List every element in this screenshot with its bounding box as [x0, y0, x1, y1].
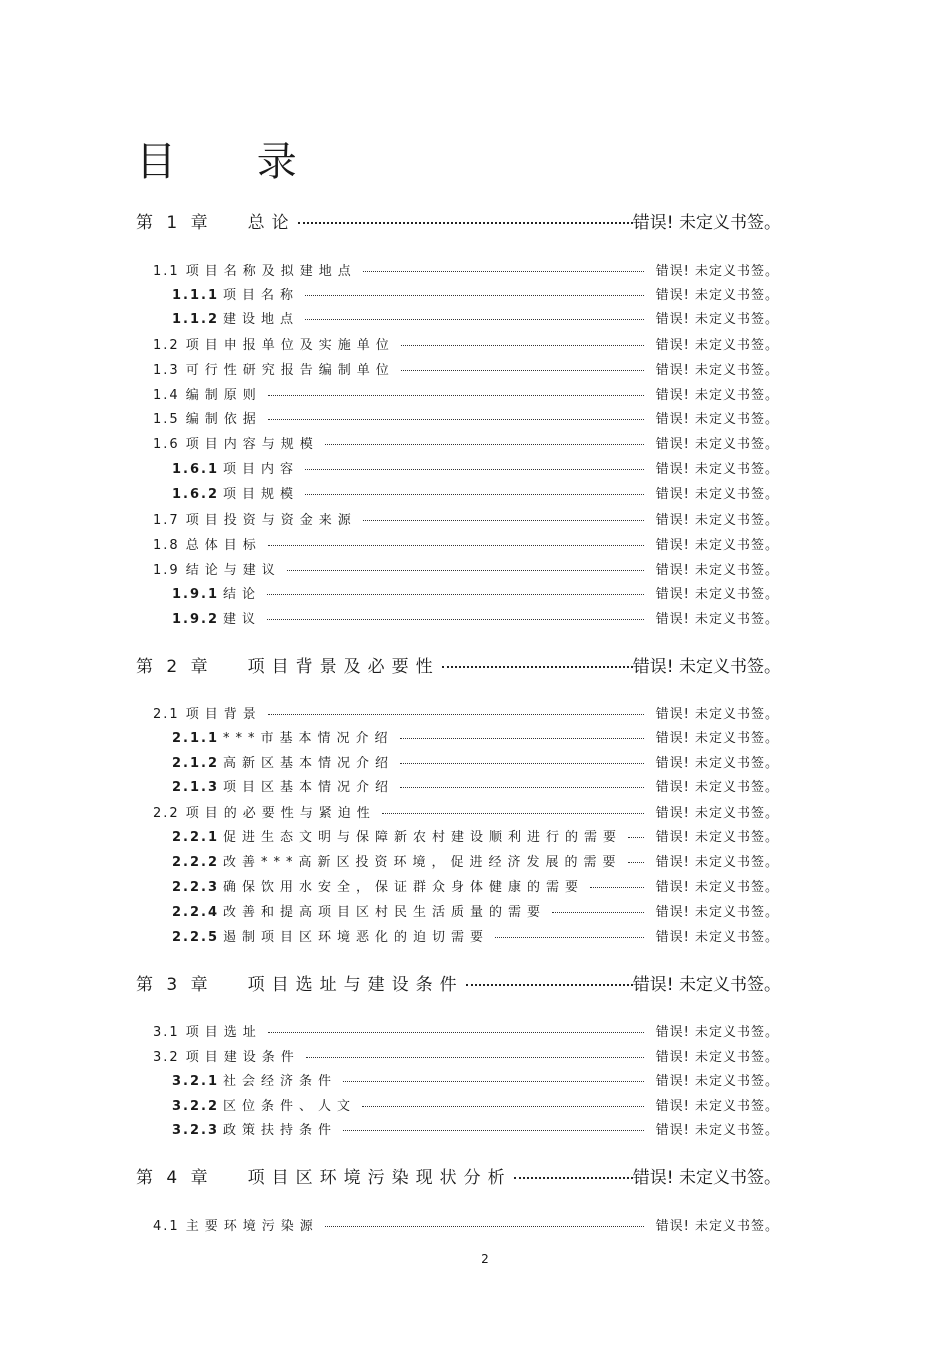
toc-entry-number: 3.2	[153, 1050, 180, 1065]
toc-entry-title: 建议	[223, 612, 262, 627]
toc-entry-title: 促进生态文明与保障新农村建设顺利进行的需要	[223, 830, 623, 845]
toc-entry-number: 1.9.1	[172, 587, 220, 602]
toc-entry[interactable]	[172, 608, 779, 627]
toc-entry-number: 1.5	[153, 412, 180, 427]
toc-dot-leader	[590, 887, 644, 888]
toc-dot-leader	[343, 1081, 644, 1082]
toc-dot-leader	[298, 222, 633, 224]
toc-entry-page-ref: 错误! 未定义书签。	[632, 657, 781, 677]
toc-entry-number: 2.1.2	[172, 756, 220, 771]
toc-dot-leader	[552, 912, 644, 913]
toc-entry-number: 第 4 章	[136, 1168, 212, 1188]
toc-entry[interactable]	[153, 802, 779, 821]
toc-dot-leader	[400, 787, 644, 788]
toc-entry-page-ref: 错误! 未定义书签。	[655, 487, 779, 502]
toc-entry[interactable]	[153, 703, 779, 722]
toc-dot-leader	[287, 570, 644, 571]
toc-entry-number: 3.2.2	[172, 1099, 220, 1114]
toc-entry-title: 结论与建议	[185, 563, 281, 578]
toc-entry-title: 可行性研究报告编制单位	[185, 363, 395, 378]
toc-entry-page-ref: 错误! 未定义书签。	[632, 1168, 781, 1188]
toc-entry-title: 政策扶持条件	[223, 1123, 338, 1138]
toc-entry[interactable]	[172, 901, 779, 920]
toc-dot-leader	[305, 319, 644, 320]
toc-dot-leader	[628, 837, 644, 838]
toc-entry-title: 项目投资与资金来源	[185, 513, 357, 528]
toc-entry-number: 2.1	[153, 707, 180, 722]
toc-entry[interactable]	[172, 926, 779, 945]
toc-dot-leader	[268, 1032, 644, 1033]
toc-entry-number: 2.2.4	[172, 905, 220, 920]
toc-entry-page-ref: 错误! 未定义书签。	[632, 975, 781, 995]
toc-entry-page-ref: 错误! 未定义书签。	[655, 563, 779, 578]
toc-entry-page-ref: 错误! 未定义书签。	[655, 264, 779, 279]
toc-entry-number: 1.1.2	[172, 312, 220, 327]
toc-dot-leader	[400, 738, 644, 739]
toc-entry-title: 高新区基本情况介绍	[223, 756, 395, 771]
toc-entry[interactable]	[172, 583, 779, 602]
toc-entry-title: 项目背景及必要性	[247, 657, 440, 677]
toc-entry[interactable]	[153, 559, 779, 578]
toc-entry[interactable]	[172, 1070, 779, 1089]
toc-entry-number: 4.1	[153, 1219, 180, 1234]
toc-dot-leader	[401, 345, 644, 346]
toc-dot-leader	[267, 619, 644, 620]
toc-dot-leader	[325, 1226, 644, 1227]
toc-entry[interactable]	[153, 509, 779, 528]
toc-entry-page-ref: 错误! 未定义书签。	[655, 587, 779, 602]
toc-entry-page-ref: 错误! 未定义书签。	[655, 1099, 779, 1114]
toc-entry-title: 项目内容	[223, 462, 300, 477]
toc-dot-leader	[267, 594, 644, 595]
toc-entry-title: 项目名称	[223, 288, 300, 303]
toc-entry-number: 2.2.5	[172, 930, 220, 945]
toc-entry-title: 项目区基本情况介绍	[223, 780, 395, 795]
toc-entry[interactable]	[153, 1046, 779, 1065]
toc-entry-page-ref: 错误! 未定义书签。	[655, 437, 779, 452]
toc-entry-number: 3.2.1	[172, 1074, 220, 1089]
toc-entry[interactable]	[172, 284, 779, 303]
toc-entry-title: 项目规模	[223, 487, 300, 502]
toc-entry-title: 社会经济条件	[223, 1074, 338, 1089]
toc-entry[interactable]	[172, 727, 779, 746]
toc-dot-leader	[362, 1106, 644, 1107]
toc-entry-page-ref: 错误! 未定义书签。	[655, 288, 779, 303]
toc-entry[interactable]	[172, 458, 779, 477]
toc-dot-leader	[305, 494, 644, 495]
toc-entry-number: 1.1.1	[172, 288, 220, 303]
toc-entry-number: 2.1.3	[172, 780, 220, 795]
toc-entry-page-ref: 错误! 未定义书签。	[655, 707, 779, 722]
toc-entry-page-ref: 错误! 未定义书签。	[655, 1219, 779, 1234]
toc-entry-page-ref: 错误! 未定义书签。	[655, 731, 779, 746]
toc-entry-number: 第 1 章	[136, 213, 212, 233]
toc-dot-leader	[363, 520, 644, 521]
toc-entry-page-ref: 错误! 未定义书签。	[655, 338, 779, 353]
toc-dot-leader	[325, 444, 644, 445]
toc-entry[interactable]	[153, 384, 779, 403]
toc-entry-number: 第 2 章	[136, 657, 212, 677]
toc-entry[interactable]	[153, 334, 779, 353]
toc-entry-title: 编制原则	[185, 388, 262, 403]
toc-entry-title: ***市基本情况介绍	[223, 731, 394, 746]
toc-entry-title: 项目背景	[185, 707, 262, 722]
toc-entry-title: 项目申报单位及实施单位	[185, 338, 395, 353]
toc-entry-page-ref: 错误! 未定义书签。	[655, 312, 779, 327]
toc-dot-leader	[400, 763, 644, 764]
toc-entry-number: 第 3 章	[136, 975, 212, 995]
toc-entry-title: 项目名称及拟建地点	[185, 264, 357, 279]
toc-entry[interactable]	[153, 1215, 779, 1234]
toc-entry-page-ref: 错误! 未定义书签。	[655, 388, 779, 403]
toc-entry-page-ref: 错误! 未定义书签。	[632, 213, 781, 233]
toc-dot-leader	[514, 1177, 633, 1179]
toc-entry-number: 2.2.3	[172, 880, 220, 895]
toc-entry-title: 编制依据	[185, 412, 262, 427]
page-title: 目 录	[136, 139, 331, 185]
toc-entry-number: 1.7	[153, 513, 180, 528]
toc-dot-leader	[268, 395, 644, 396]
toc-entry[interactable]	[153, 359, 779, 378]
toc-entry[interactable]	[153, 433, 779, 452]
toc-entry[interactable]	[172, 752, 779, 771]
toc-entry-title: 区位条件、人文	[223, 1099, 357, 1114]
toc-entry-number: 3.1	[153, 1025, 180, 1040]
toc-dot-leader	[268, 419, 644, 420]
toc-entry-page-ref: 错误! 未定义书签。	[655, 513, 779, 528]
toc-entry-page-ref: 错误! 未定义书签。	[655, 1050, 779, 1065]
toc-entry-page-ref: 错误! 未定义书签。	[655, 930, 779, 945]
toc-entry-title: 建设地点	[223, 312, 300, 327]
toc-entry-page-ref: 错误! 未定义书签。	[655, 612, 779, 627]
toc-entry-title: 主要环境污染源	[185, 1219, 319, 1234]
toc-entry[interactable]	[172, 308, 779, 327]
toc-entry-number: 1.6.2	[172, 487, 220, 502]
toc-entry[interactable]	[153, 260, 779, 279]
toc-dot-leader	[382, 813, 644, 814]
toc-entry-number: 1.6.1	[172, 462, 220, 477]
toc-entry-number: 1.4	[153, 388, 180, 403]
toc-entry[interactable]	[172, 776, 779, 795]
toc-entry-title: 项目内容与规模	[185, 437, 319, 452]
toc-entry-number: 1.9.2	[172, 612, 220, 627]
toc-entry-page-ref: 错误! 未定义书签。	[655, 806, 779, 821]
toc-entry-title: 项目选址	[185, 1025, 262, 1040]
toc-entry[interactable]	[172, 851, 779, 870]
toc-entry-number: 1.1	[153, 264, 180, 279]
toc-entry-number: 1.3	[153, 363, 180, 378]
toc-entry-title: 结论	[223, 587, 262, 602]
toc-entry-number: 2.2.2	[172, 855, 220, 870]
toc-entry-title: 项目建设条件	[185, 1050, 300, 1065]
toc-entry-page-ref: 错误! 未定义书签。	[655, 363, 779, 378]
toc-entry-page-ref: 错误! 未定义书签。	[655, 1074, 779, 1089]
toc-dot-leader	[401, 370, 644, 371]
toc-dot-leader	[495, 937, 644, 938]
toc-entry[interactable]	[153, 534, 779, 553]
toc-chapter-entry[interactable]	[136, 1163, 781, 1188]
toc-dot-leader	[305, 469, 644, 470]
toc-entry-title: 确保饮用水安全，保证群众身体健康的需要	[223, 880, 585, 895]
toc-entry-title: 遏制项目区环境恶化的迫切需要	[223, 930, 490, 945]
toc-entry[interactable]	[172, 876, 779, 895]
toc-entry[interactable]	[172, 1095, 779, 1114]
toc-chapter-entry[interactable]	[136, 208, 781, 233]
toc-dot-leader	[306, 1057, 644, 1058]
toc-dot-leader	[268, 714, 644, 715]
toc-entry-page-ref: 错误! 未定义书签。	[655, 780, 779, 795]
toc-dot-leader	[466, 984, 633, 986]
toc-entry-title: 项目的必要性与紧迫性	[185, 806, 376, 821]
toc-entry-number: 1.8	[153, 538, 180, 553]
toc-entry-page-ref: 错误! 未定义书签。	[655, 880, 779, 895]
toc-entry-page-ref: 错误! 未定义书签。	[655, 538, 779, 553]
toc-chapter-entry[interactable]	[136, 652, 781, 677]
toc-dot-leader	[305, 295, 644, 296]
toc-entry[interactable]	[172, 1119, 779, 1138]
toc-entry-title: 项目区环境污染现状分析	[247, 1168, 512, 1188]
toc-dot-leader	[442, 666, 633, 668]
toc-entry-title: 项目选址与建设条件	[247, 975, 464, 995]
toc-entry-title: 总体目标	[185, 538, 262, 553]
toc-entry-title: 总论	[247, 213, 296, 233]
toc-entry[interactable]	[172, 483, 779, 502]
toc-entry-page-ref: 错误! 未定义书签。	[655, 756, 779, 771]
toc-entry-page-ref: 错误! 未定义书签。	[655, 905, 779, 920]
toc-entry-number: 1.6	[153, 437, 180, 452]
toc-entry-number: 2.1.1	[172, 731, 220, 746]
toc-entry-page-ref: 错误! 未定义书签。	[655, 1025, 779, 1040]
toc-entry-number: 3.2.3	[172, 1123, 220, 1138]
toc-entry-page-ref: 错误! 未定义书签。	[655, 462, 779, 477]
toc-chapter-entry[interactable]	[136, 970, 781, 995]
page-number: 2	[481, 1252, 489, 1266]
toc-entry-page-ref: 错误! 未定义书签。	[655, 412, 779, 427]
toc-entry-number: 2.2.1	[172, 830, 220, 845]
toc-entry[interactable]	[153, 1021, 779, 1040]
toc-dot-leader	[343, 1130, 644, 1131]
toc-entry-number: 1.2	[153, 338, 180, 353]
toc-entry-page-ref: 错误! 未定义书签。	[655, 1123, 779, 1138]
toc-entry-title: 改善***高新区投资环境，促进经济发展的需要	[223, 855, 622, 870]
toc-dot-leader	[268, 545, 644, 546]
toc-entry-title: 改善和提高项目区村民生活质量的需要	[223, 905, 547, 920]
toc-entry-page-ref: 错误! 未定义书签。	[655, 830, 779, 845]
toc-dot-leader	[363, 271, 644, 272]
toc-entry[interactable]	[172, 826, 779, 845]
toc-entry-page-ref: 错误! 未定义书签。	[655, 855, 779, 870]
toc-entry-number: 1.9	[153, 563, 180, 578]
toc-entry[interactable]	[153, 408, 779, 427]
toc-entry-number: 2.2	[153, 806, 180, 821]
toc-dot-leader	[628, 862, 644, 863]
